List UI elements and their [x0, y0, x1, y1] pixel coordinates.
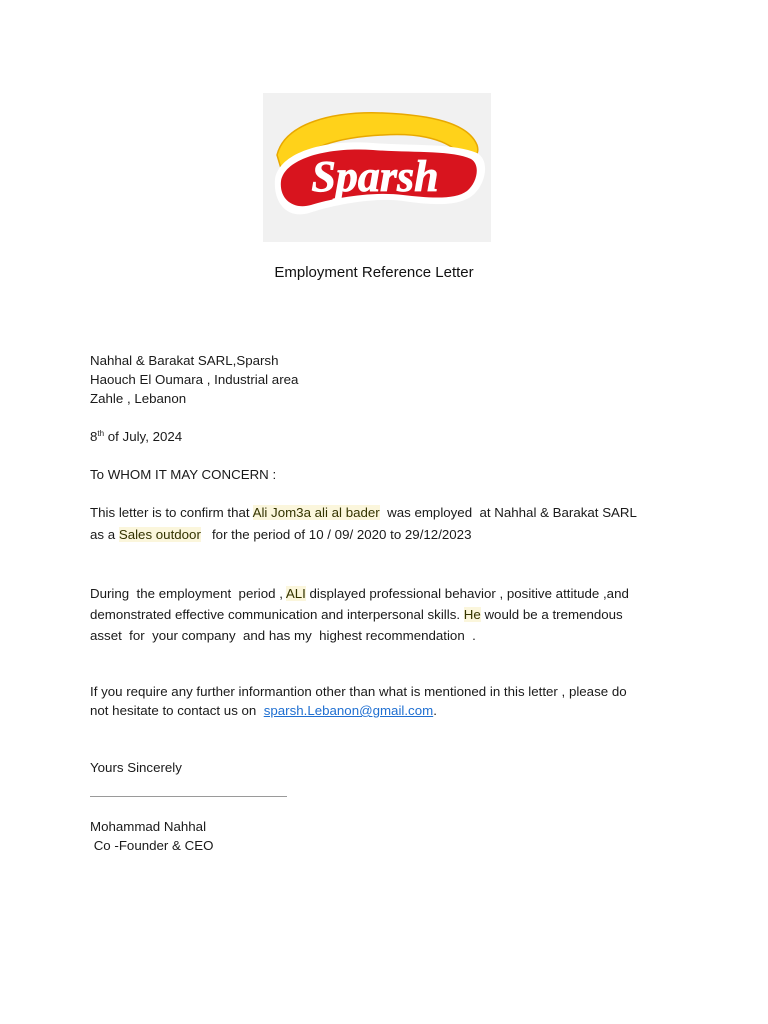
para2-text-line2b: would be a tremendous — [480, 607, 623, 622]
employee-role: Sales outdoor — [118, 527, 201, 542]
para1-line-2 — [90, 527, 471, 543]
para1-line-1 — [90, 505, 637, 521]
para2-text-b: displayed professional behavior , positive attitude ,and — [305, 586, 629, 601]
logo-text: Sparsh — [311, 152, 439, 201]
sender-line-1: Nahhal & Barakat SARL,Sparsh — [90, 353, 279, 368]
para3-text: not hesitate to contact us on — [90, 703, 264, 718]
letter-date — [90, 429, 182, 445]
para2-he: He — [463, 607, 481, 622]
para3-line-2 — [90, 703, 437, 719]
letter-title: Employment Reference Letter — [274, 264, 474, 281]
para2-text-a: During the employment period , — [90, 586, 286, 601]
signatory-role: Co -Founder & CEO — [90, 838, 214, 853]
para1-text-a: This letter is to confirm that — [90, 505, 253, 520]
closing: Yours Sincerely — [90, 760, 182, 775]
salutation: To WHOM IT MAY CONCERN : — [90, 467, 277, 482]
para3-end: . — [433, 703, 437, 718]
signature-line — [90, 796, 287, 797]
para2-text-line2a: demonstrated effective communication and interpersonal skills. — [90, 607, 464, 622]
para3-line-1: If you require any further informantion other than what is mentioned in this letter , please do — [90, 684, 627, 699]
sparsh-logo-graphic — [263, 93, 491, 242]
date-rest: of July, 2024 — [104, 429, 183, 444]
sender-line-2: Haouch El Oumara , Industrial area — [90, 372, 299, 387]
signatory-name: Mohammad Nahhal — [90, 819, 207, 834]
para2-ali: ALI — [285, 586, 306, 601]
date-suffix: th — [97, 429, 105, 438]
para2-line-3: asset for your company and has my highest recommendation . — [90, 628, 476, 643]
date-day: 8 — [90, 429, 98, 444]
para2-line-2 — [90, 607, 623, 623]
para2-line-1 — [90, 586, 629, 602]
employee-name: Ali Jom3a ali al bader — [252, 505, 380, 520]
para1-text-c: as a — [90, 527, 119, 542]
contact-email-link[interactable]: sparsh.Lebanon@gmail.com — [263, 703, 434, 718]
sender-line-3: Zahle , Lebanon — [90, 391, 187, 406]
para1-text-d: for the period of 10 / 09/ 2020 to 29/12/2023 — [200, 527, 472, 542]
para1-text-b: was employed at Nahhal & Barakat SARL — [379, 505, 637, 520]
sparsh-logo — [263, 93, 491, 242]
